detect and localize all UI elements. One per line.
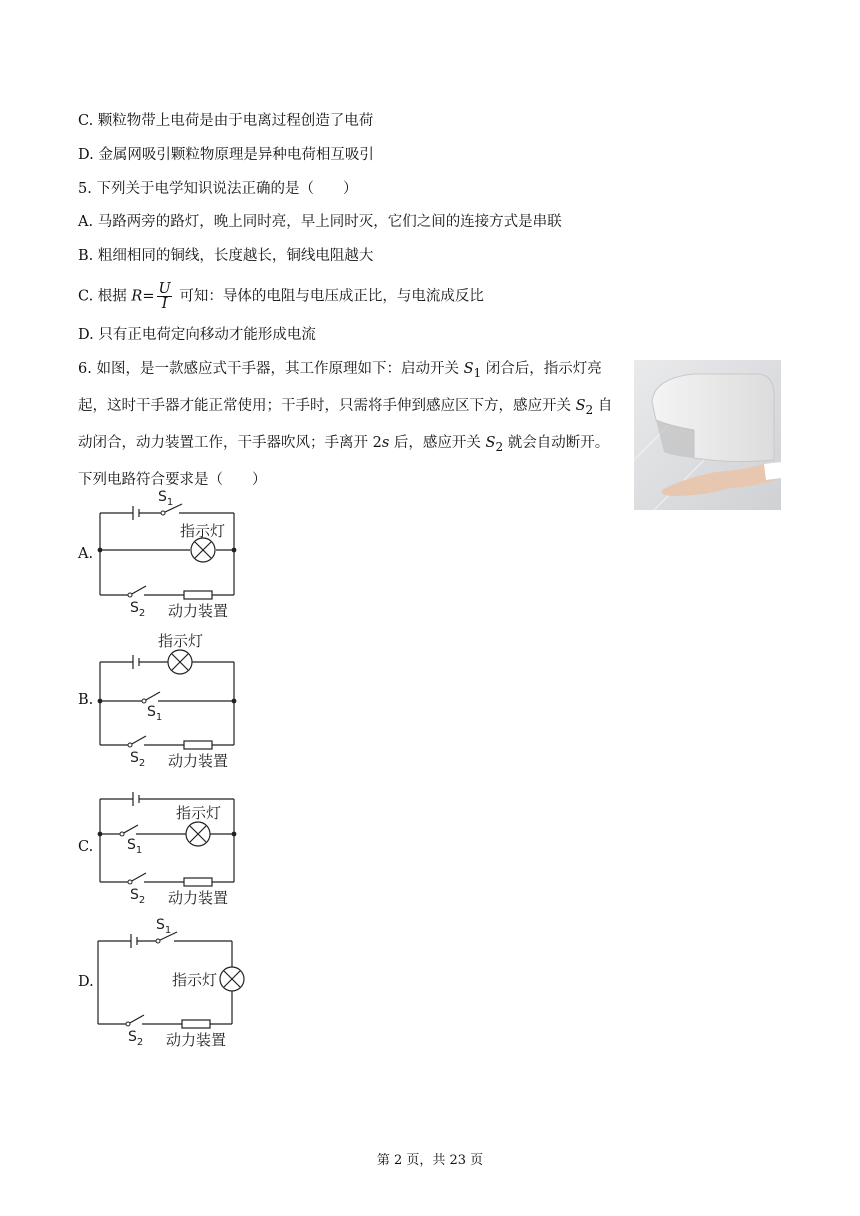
- q5-option-c: C. 根据 R= $\frac{U}{I}$ 可知：导体的电阻与电压成正比，与电流成反比: [78, 281, 484, 312]
- option-c-label: C.: [78, 839, 94, 855]
- circuit-a: [92, 488, 252, 623]
- svg-text:S1: $S_1$: [127, 837, 143, 856]
- q4-option-d: D. 金属网吸引颗粒物原理是异种电荷相互吸引: [78, 147, 374, 163]
- svg-text:S2: $S_2$: [130, 750, 146, 769]
- svg-text:S1: $S_1$: [147, 704, 163, 723]
- motor-label: 动力装置: [168, 602, 229, 620]
- motor-label: 动力装置: [166, 1031, 227, 1049]
- svg-text:S1: $S_1$: [158, 489, 174, 508]
- lamp-label: 指示灯: [172, 971, 218, 989]
- page-footer: 第 2 页，共 23 页: [376, 1153, 484, 1168]
- fraction-u-over-i: $\frac{U}{I}$: [158, 281, 171, 312]
- motor-label: 动力装置: [168, 752, 229, 770]
- circuit-b: [92, 630, 252, 775]
- svg-text:S2: $S_2$: [128, 1029, 144, 1048]
- option-a-label: A.: [78, 546, 94, 562]
- circuit-c: [92, 787, 252, 912]
- svg-text:S2: $S_2$: [130, 887, 146, 906]
- lamp-label: 指示灯: [180, 522, 226, 540]
- lamp-label: 指示灯: [158, 632, 204, 650]
- lamp-label: 指示灯: [176, 804, 222, 822]
- option-b-label: B.: [78, 692, 94, 708]
- svg-text:S1: $S_1$: [156, 917, 172, 936]
- svg-text:S2: $S_2$: [130, 600, 146, 619]
- q5-stem: 5. 下列关于电学知识说法正确的是（ ）: [78, 181, 358, 197]
- q6-stem: 6. 如图，是一款感应式干手器，其工作原理如下：启动开关 $S_1$ 闭合后，指示灯亮起，这时干手器才能正常使用；干手时，只需将手伸到感应区下方，感应开关 $S_2$ 自动闭合，动力装置工作，干手器吹风；手离开 2s 后，感应开关 $S_2$ 就会自动断开。下列电路符合要求是（ ）: [78, 361, 613, 488]
- q5-option-a: A. 马路两旁的路灯，晚上同时亮，早上同时灭，它们之间的连接方式是串联: [78, 214, 562, 230]
- q5-option-d: D. 只有正电荷定向移动才能形成电流: [78, 327, 316, 343]
- q5-option-b: B. 粗细相同的铜线，长度越长，铜线电阻越大: [78, 248, 374, 264]
- q4-option-c: C. 颗粒物带上电荷是由于电离过程创造了电荷: [78, 113, 374, 129]
- circuit-d: [92, 916, 252, 1051]
- hand-dryer-photo: [634, 360, 781, 510]
- motor-label: 动力装置: [168, 889, 229, 907]
- option-d-label: D.: [78, 974, 94, 990]
